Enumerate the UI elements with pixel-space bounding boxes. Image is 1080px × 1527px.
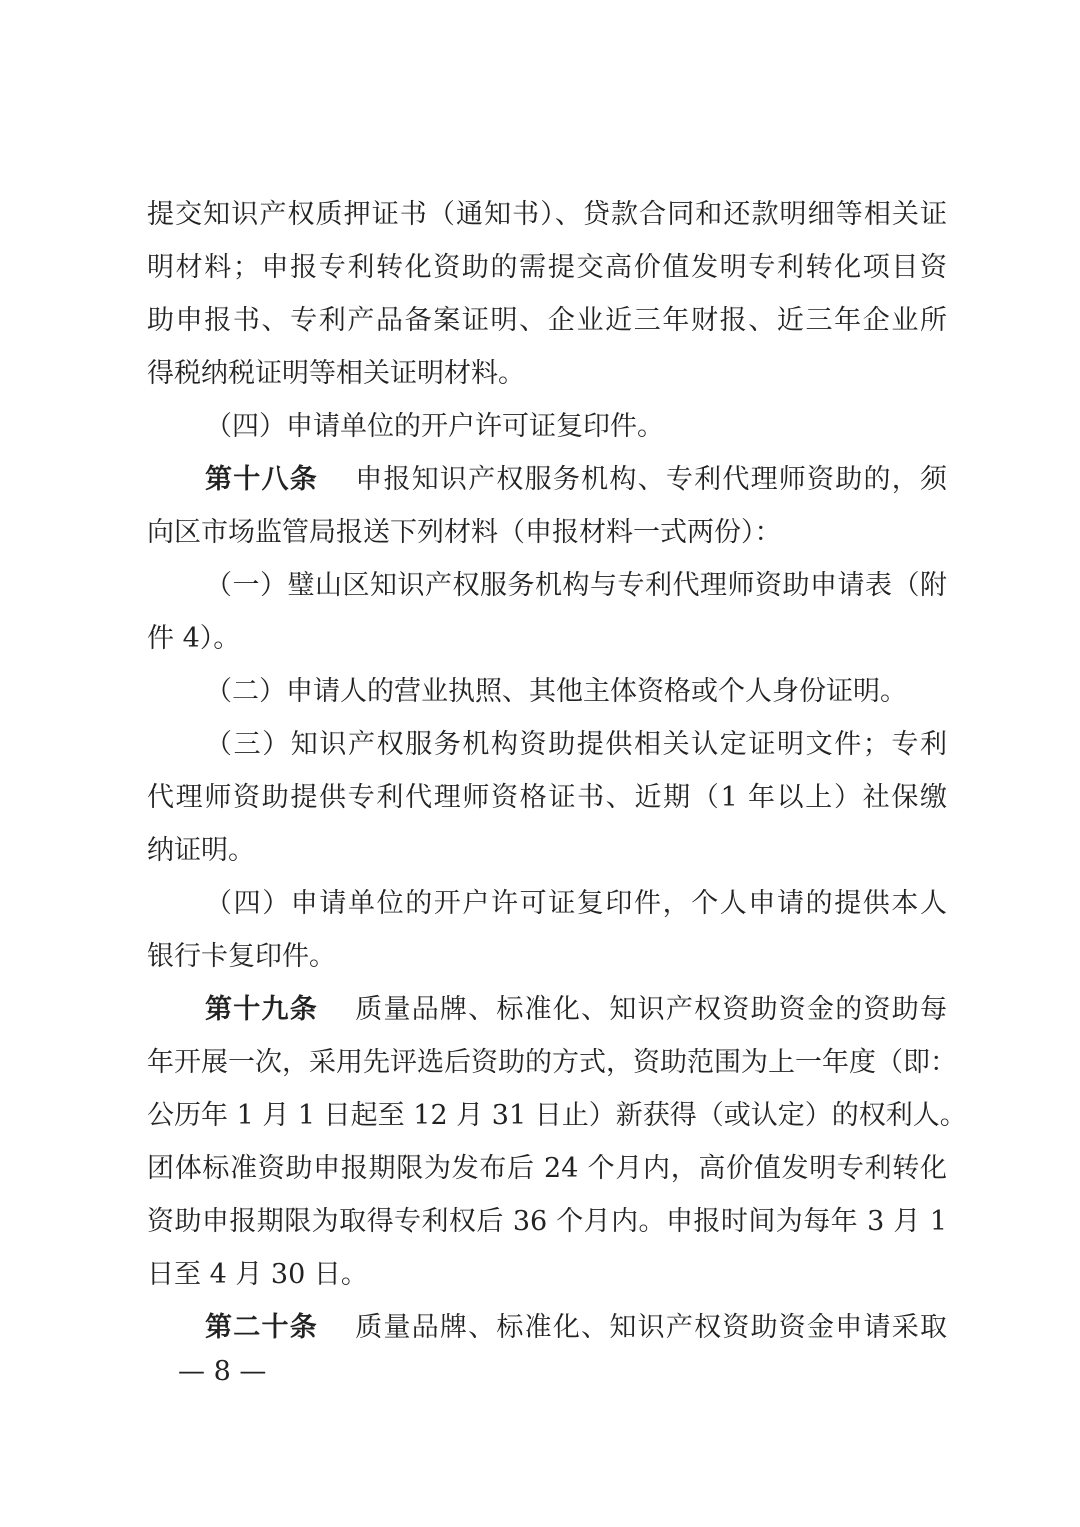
text-line xyxy=(147,453,947,506)
text-line xyxy=(147,559,947,612)
line-text: （二）申请人的营业执照、其他主体资格或个人身份证明。 xyxy=(205,676,907,707)
line-text: 银行卡复印件。 xyxy=(147,941,336,972)
line-text: 质量品牌、标准化、知识产权资助资金申请采取 xyxy=(353,1312,948,1343)
line-text: 申报知识产权服务机构、专利代理师资助的，须 xyxy=(353,464,948,495)
article-heading: 第十八条 xyxy=(205,464,318,495)
text-line xyxy=(147,718,947,771)
line-text: 公历年 1 月 1 日起至 12 月 31 日止）新获得（或认定）的权利人。 xyxy=(147,1100,967,1131)
text-line xyxy=(147,1248,947,1301)
text-line xyxy=(147,771,947,824)
line-text: 助申报书、专利产品备案证明、企业近三年财报、近三年企业所 xyxy=(147,305,947,336)
document-body xyxy=(147,188,967,1354)
line-text: （一）璧山区知识产权服务机构与专利代理师资助申请表（附 xyxy=(205,570,947,601)
text-line xyxy=(147,241,947,294)
line-text: 资助申报期限为取得专利权后 36 个月内。申报时间为每年 3 月 1 xyxy=(147,1206,947,1237)
text-line xyxy=(147,824,947,877)
text-line xyxy=(147,930,947,983)
line-text: 年开展一次，采用先评选后资助的方式，资助范围为上一年度（即： xyxy=(147,1047,957,1078)
line-text: 提交知识产权质押证书（通知书）、贷款合同和还款明细等相关证 xyxy=(147,199,947,230)
text-line xyxy=(147,1195,947,1248)
text-line xyxy=(147,665,947,718)
article-heading: 第二十条 xyxy=(205,1312,318,1343)
text-line xyxy=(147,506,947,559)
text-line xyxy=(147,347,947,400)
line-text: 向区市场监管局报送下列材料（申报材料一式两份）： xyxy=(147,517,782,548)
text-line xyxy=(147,877,947,930)
article-heading: 第十九条 xyxy=(205,994,318,1025)
line-text: （四）申请单位的开户许可证复印件。 xyxy=(205,411,664,442)
text-line xyxy=(147,612,947,665)
text-line xyxy=(147,1089,967,1142)
text-line xyxy=(147,1036,957,1089)
line-text: （四）申请单位的开户许可证复印件，个人申请的提供本人 xyxy=(205,888,947,919)
text-line xyxy=(147,400,947,453)
line-text: 团体标准资助申报期限为发布后 24 个月内，高价值发明专利转化 xyxy=(147,1153,947,1184)
line-text: 纳证明。 xyxy=(147,835,255,866)
line-text: 明材料；申报专利转化资助的需提交高价值发明专利转化项目资 xyxy=(147,252,947,283)
text-line xyxy=(147,294,947,347)
line-text: 日至 4 月 30 日。 xyxy=(147,1259,368,1290)
line-text: （三）知识产权服务机构资助提供相关认定证明文件；专利 xyxy=(205,729,947,760)
text-line xyxy=(147,983,947,1036)
page-number: — 8 — xyxy=(178,1356,267,1387)
line-text: 代理师资助提供专利代理师资格证书、近期（1 年以上）社保缴 xyxy=(147,782,947,813)
line-text: 质量品牌、标准化、知识产权资助资金的资助每 xyxy=(353,994,948,1025)
line-text: 件 4）。 xyxy=(147,623,241,654)
line-text: 得税纳税证明等相关证明材料。 xyxy=(147,358,525,389)
text-line xyxy=(147,188,947,241)
text-line xyxy=(147,1301,947,1354)
text-line xyxy=(147,1142,947,1195)
